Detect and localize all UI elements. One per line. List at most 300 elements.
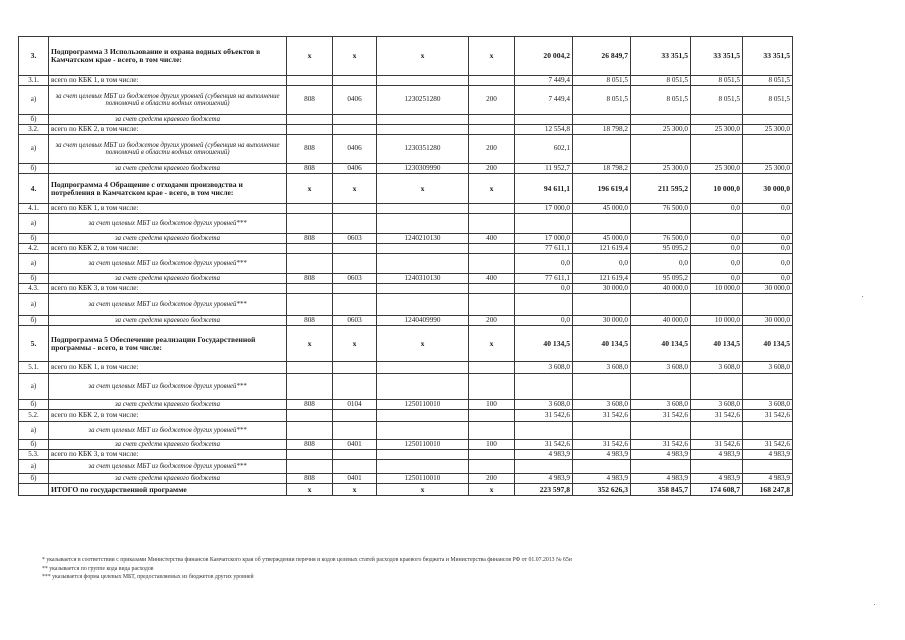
table-row bbox=[19, 274, 793, 284]
code-rzpr bbox=[333, 284, 377, 294]
row-description: за счет средств краевого бюджета bbox=[49, 474, 287, 484]
row-number: 4.2. bbox=[19, 244, 49, 254]
value-col-4: 8 051,5 bbox=[691, 76, 743, 86]
value-col-2 bbox=[573, 460, 631, 474]
code-vr: 100 bbox=[469, 400, 515, 410]
code-vr: 200 bbox=[469, 474, 515, 484]
value-col-5: 4 983,9 bbox=[743, 450, 793, 460]
table-row bbox=[19, 164, 793, 174]
code-vr bbox=[469, 284, 515, 294]
code-csr: x bbox=[377, 484, 469, 496]
budget-table bbox=[18, 36, 793, 496]
value-col-5 bbox=[743, 374, 793, 400]
row-number: б) bbox=[19, 400, 49, 410]
table-row bbox=[19, 422, 793, 440]
code-grbs: x bbox=[287, 174, 333, 204]
code-csr bbox=[377, 410, 469, 422]
row-description: за счет целевых МБТ из бюджетов других уровней (субвенция на выполнение полномочий в области водных отношений) bbox=[49, 135, 287, 164]
scan-speck bbox=[862, 296, 863, 297]
value-col-5: 0,0 bbox=[743, 254, 793, 274]
code-rzpr bbox=[333, 460, 377, 474]
value-col-5 bbox=[743, 135, 793, 164]
code-csr: 1230351280 bbox=[377, 135, 469, 164]
code-csr: x bbox=[377, 326, 469, 362]
code-vr: x bbox=[469, 326, 515, 362]
value-col-5: 0,0 bbox=[743, 274, 793, 284]
value-col-4: 0,0 bbox=[691, 204, 743, 214]
value-col-5: 3 608,0 bbox=[743, 362, 793, 374]
row-number: 3.1. bbox=[19, 76, 49, 86]
code-vr bbox=[469, 362, 515, 374]
row-description: за счет целевых МБТ из бюджетов других уровней (субвенция на выполнение полномочий в области водных отношений) bbox=[49, 86, 287, 115]
table-row bbox=[19, 474, 793, 484]
value-col-4 bbox=[691, 135, 743, 164]
code-vr: 400 bbox=[469, 234, 515, 244]
code-rzpr bbox=[333, 76, 377, 86]
value-col-5: 25 300,0 bbox=[743, 125, 793, 135]
code-grbs bbox=[287, 422, 333, 440]
row-number: 5.1. bbox=[19, 362, 49, 374]
value-col-5: 33 351,5 bbox=[743, 37, 793, 76]
table-row bbox=[19, 362, 793, 374]
value-col-2 bbox=[573, 422, 631, 440]
value-col-2: 0,0 bbox=[573, 254, 631, 274]
code-csr: 1250110010 bbox=[377, 440, 469, 450]
value-col-5: 25 300,0 bbox=[743, 164, 793, 174]
code-csr bbox=[377, 294, 469, 316]
code-vr bbox=[469, 115, 515, 125]
row-description: за счет целевых МБТ из бюджетов других уровней*** bbox=[49, 422, 287, 440]
value-col-3: 40 134,5 bbox=[631, 326, 691, 362]
value-col-3: 31 542,6 bbox=[631, 410, 691, 422]
code-rzpr bbox=[333, 115, 377, 125]
code-rzpr: 0401 bbox=[333, 474, 377, 484]
row-description: всего по КБК 2, в том числе: bbox=[49, 125, 287, 135]
row-number: 5.2. bbox=[19, 410, 49, 422]
code-vr bbox=[469, 244, 515, 254]
value-col-4: 0,0 bbox=[691, 234, 743, 244]
code-csr bbox=[377, 460, 469, 474]
row-number: 3.2. bbox=[19, 125, 49, 135]
value-col-4: 0,0 bbox=[691, 274, 743, 284]
value-col-1: 3 608,0 bbox=[515, 400, 573, 410]
value-col-1: 20 004,2 bbox=[515, 37, 573, 76]
value-col-1: 31 542,6 bbox=[515, 410, 573, 422]
code-csr: 1230309990 bbox=[377, 164, 469, 174]
code-vr: 100 bbox=[469, 440, 515, 450]
row-description: всего по КБК 2, в том числе: bbox=[49, 244, 287, 254]
code-grbs: x bbox=[287, 37, 333, 76]
row-number: 4.3. bbox=[19, 284, 49, 294]
table-row bbox=[19, 440, 793, 450]
value-col-2: 121 619,4 bbox=[573, 274, 631, 284]
code-grbs bbox=[287, 460, 333, 474]
value-col-1: 94 611,1 bbox=[515, 174, 573, 204]
code-grbs bbox=[287, 76, 333, 86]
value-col-1: 223 597,8 bbox=[515, 484, 573, 496]
code-vr bbox=[469, 450, 515, 460]
value-col-2: 3 608,0 bbox=[573, 362, 631, 374]
code-vr: 200 bbox=[469, 316, 515, 326]
code-grbs bbox=[287, 115, 333, 125]
code-csr: x bbox=[377, 37, 469, 76]
code-grbs bbox=[287, 214, 333, 234]
row-description: всего по КБК 2, в том числе: bbox=[49, 410, 287, 422]
code-vr: 400 bbox=[469, 274, 515, 284]
table-row bbox=[19, 244, 793, 254]
code-grbs bbox=[287, 204, 333, 214]
code-csr bbox=[377, 422, 469, 440]
code-rzpr: 0603 bbox=[333, 234, 377, 244]
value-col-1: 4 983,9 bbox=[515, 474, 573, 484]
table-row bbox=[19, 294, 793, 316]
row-number: а) bbox=[19, 460, 49, 474]
value-col-2: 18 798,2 bbox=[573, 125, 631, 135]
code-rzpr bbox=[333, 244, 377, 254]
code-csr: 1230251280 bbox=[377, 86, 469, 115]
code-rzpr bbox=[333, 362, 377, 374]
value-col-1: 4 983,9 bbox=[515, 450, 573, 460]
value-col-1 bbox=[515, 374, 573, 400]
row-description: Подпрограмма 3 Использование и охрана водных объектов в Камчатском крае - всего, в том числе: bbox=[49, 37, 287, 76]
table-row bbox=[19, 115, 793, 125]
value-col-2: 18 798,2 bbox=[573, 164, 631, 174]
row-description: за счет целевых МБТ из бюджетов других уровней*** bbox=[49, 254, 287, 274]
value-col-1 bbox=[515, 460, 573, 474]
value-col-1: 602,1 bbox=[515, 135, 573, 164]
row-description: всего по КБК 3, в том числе: bbox=[49, 284, 287, 294]
row-number: а) bbox=[19, 86, 49, 115]
value-col-2: 352 626,3 bbox=[573, 484, 631, 496]
value-col-3: 3 608,0 bbox=[631, 400, 691, 410]
value-col-3: 8 051,5 bbox=[631, 86, 691, 115]
code-vr bbox=[469, 460, 515, 474]
table-row bbox=[19, 76, 793, 86]
code-csr bbox=[377, 362, 469, 374]
value-col-5: 0,0 bbox=[743, 234, 793, 244]
table-row bbox=[19, 254, 793, 274]
code-rzpr bbox=[333, 125, 377, 135]
value-col-2: 4 983,9 bbox=[573, 474, 631, 484]
row-number: а) bbox=[19, 214, 49, 234]
code-csr: 1250110010 bbox=[377, 474, 469, 484]
value-col-3: 95 095,2 bbox=[631, 274, 691, 284]
code-vr bbox=[469, 422, 515, 440]
code-rzpr bbox=[333, 410, 377, 422]
value-col-4: 8 051,5 bbox=[691, 86, 743, 115]
row-number bbox=[19, 484, 49, 496]
code-rzpr bbox=[333, 422, 377, 440]
value-col-4: 174 608,7 bbox=[691, 484, 743, 496]
code-grbs: 808 bbox=[287, 135, 333, 164]
value-col-4 bbox=[691, 374, 743, 400]
table-body bbox=[19, 37, 793, 496]
value-col-3: 33 351,5 bbox=[631, 37, 691, 76]
value-col-2: 8 051,5 bbox=[573, 76, 631, 86]
value-col-4 bbox=[691, 214, 743, 234]
code-grbs: 808 bbox=[287, 234, 333, 244]
value-col-5 bbox=[743, 115, 793, 125]
code-grbs: x bbox=[287, 484, 333, 496]
code-vr: x bbox=[469, 484, 515, 496]
code-csr bbox=[377, 254, 469, 274]
code-grbs bbox=[287, 410, 333, 422]
table-row bbox=[19, 174, 793, 204]
code-vr: 200 bbox=[469, 164, 515, 174]
code-csr: 1240310130 bbox=[377, 274, 469, 284]
row-number: а) bbox=[19, 254, 49, 274]
value-col-5: 168 247,8 bbox=[743, 484, 793, 496]
value-col-1: 0,0 bbox=[515, 316, 573, 326]
code-csr bbox=[377, 204, 469, 214]
value-col-2 bbox=[573, 135, 631, 164]
value-col-4: 31 542,6 bbox=[691, 440, 743, 450]
value-col-3: 358 845,7 bbox=[631, 484, 691, 496]
value-col-1 bbox=[515, 294, 573, 316]
row-number: а) bbox=[19, 135, 49, 164]
value-col-1 bbox=[515, 214, 573, 234]
value-col-4: 10 000,0 bbox=[691, 174, 743, 204]
code-vr: 200 bbox=[469, 86, 515, 115]
row-description: за счет целевых МБТ из бюджетов других уровней*** bbox=[49, 374, 287, 400]
value-col-3: 4 983,9 bbox=[631, 474, 691, 484]
code-grbs: 808 bbox=[287, 86, 333, 115]
value-col-2: 26 849,7 bbox=[573, 37, 631, 76]
value-col-4 bbox=[691, 115, 743, 125]
code-csr bbox=[377, 115, 469, 125]
code-grbs bbox=[287, 284, 333, 294]
code-grbs bbox=[287, 244, 333, 254]
row-description: за счет целевых МБТ из бюджетов других уровней*** bbox=[49, 214, 287, 234]
value-col-2: 40 134,5 bbox=[573, 326, 631, 362]
code-rzpr bbox=[333, 204, 377, 214]
table-row bbox=[19, 234, 793, 244]
value-col-4: 31 542,6 bbox=[691, 410, 743, 422]
row-number: 5. bbox=[19, 326, 49, 362]
value-col-5 bbox=[743, 460, 793, 474]
row-description: за счет средств краевого бюджета bbox=[49, 316, 287, 326]
table-row bbox=[19, 400, 793, 410]
value-col-2: 30 000,0 bbox=[573, 284, 631, 294]
row-number: 3. bbox=[19, 37, 49, 76]
value-col-3: 76 500,0 bbox=[631, 234, 691, 244]
row-number: б) bbox=[19, 474, 49, 484]
footnote: *** указывается форма целевых МБТ, предоставляемых из бюджетов других уровней bbox=[42, 574, 254, 580]
value-col-4: 10 000,0 bbox=[691, 284, 743, 294]
value-col-1: 7 449,4 bbox=[515, 76, 573, 86]
row-number: б) bbox=[19, 164, 49, 174]
value-col-4 bbox=[691, 422, 743, 440]
code-grbs bbox=[287, 125, 333, 135]
code-rzpr bbox=[333, 450, 377, 460]
row-description: всего по КБК 1, в том числе: bbox=[49, 362, 287, 374]
code-rzpr: x bbox=[333, 37, 377, 76]
code-rzpr: 0603 bbox=[333, 316, 377, 326]
value-col-5: 0,0 bbox=[743, 204, 793, 214]
value-col-4: 40 134,5 bbox=[691, 326, 743, 362]
value-col-2: 45 000,0 bbox=[573, 204, 631, 214]
code-grbs: x bbox=[287, 326, 333, 362]
table-row bbox=[19, 135, 793, 164]
value-col-1 bbox=[515, 422, 573, 440]
code-vr bbox=[469, 294, 515, 316]
footnote: ** указывается по группе кода вида расходов bbox=[42, 565, 154, 572]
code-grbs: 808 bbox=[287, 440, 333, 450]
row-number: б) bbox=[19, 440, 49, 450]
code-grbs bbox=[287, 294, 333, 316]
table-row bbox=[19, 125, 793, 135]
row-description: за счет средств краевого бюджета bbox=[49, 400, 287, 410]
code-rzpr bbox=[333, 294, 377, 316]
value-col-5: 3 608,0 bbox=[743, 400, 793, 410]
code-vr bbox=[469, 374, 515, 400]
value-col-3: 8 051,5 bbox=[631, 76, 691, 86]
code-grbs bbox=[287, 254, 333, 274]
table-row bbox=[19, 484, 793, 496]
value-col-5: 31 542,6 bbox=[743, 440, 793, 450]
code-grbs bbox=[287, 450, 333, 460]
value-col-3 bbox=[631, 115, 691, 125]
row-description: за счет средств краевого бюджета bbox=[49, 440, 287, 450]
code-csr bbox=[377, 214, 469, 234]
value-col-4: 33 351,5 bbox=[691, 37, 743, 76]
code-vr bbox=[469, 214, 515, 234]
value-col-3 bbox=[631, 214, 691, 234]
table-row bbox=[19, 460, 793, 474]
row-number: б) bbox=[19, 274, 49, 284]
value-col-3 bbox=[631, 374, 691, 400]
value-col-1: 0,0 bbox=[515, 254, 573, 274]
code-rzpr: 0603 bbox=[333, 274, 377, 284]
value-col-4: 3 608,0 bbox=[691, 400, 743, 410]
code-rzpr: 0401 bbox=[333, 440, 377, 450]
table-row bbox=[19, 86, 793, 115]
scan-speck bbox=[874, 604, 875, 605]
code-rzpr: 0406 bbox=[333, 135, 377, 164]
code-grbs bbox=[287, 362, 333, 374]
value-col-1: 12 554,8 bbox=[515, 125, 573, 135]
value-col-1: 11 952,7 bbox=[515, 164, 573, 174]
value-col-4: 0,0 bbox=[691, 254, 743, 274]
code-vr bbox=[469, 204, 515, 214]
value-col-1: 0,0 bbox=[515, 284, 573, 294]
value-col-2 bbox=[573, 115, 631, 125]
code-csr bbox=[377, 244, 469, 254]
value-col-1: 31 542,6 bbox=[515, 440, 573, 450]
value-col-4 bbox=[691, 460, 743, 474]
row-description: всего по КБК 3, в том числе: bbox=[49, 450, 287, 460]
value-col-4: 25 300,0 bbox=[691, 125, 743, 135]
table-row bbox=[19, 204, 793, 214]
table-row bbox=[19, 37, 793, 76]
code-grbs: 808 bbox=[287, 400, 333, 410]
row-number: б) bbox=[19, 316, 49, 326]
row-number: 4.1. bbox=[19, 204, 49, 214]
value-col-2 bbox=[573, 374, 631, 400]
value-col-5: 8 051,5 bbox=[743, 76, 793, 86]
table-row bbox=[19, 214, 793, 234]
row-description: за счет средств краевого бюджета bbox=[49, 164, 287, 174]
value-col-4: 10 000,0 bbox=[691, 316, 743, 326]
value-col-2 bbox=[573, 214, 631, 234]
value-col-1 bbox=[515, 115, 573, 125]
code-csr bbox=[377, 374, 469, 400]
value-col-5 bbox=[743, 422, 793, 440]
value-col-4: 3 608,0 bbox=[691, 362, 743, 374]
value-col-3 bbox=[631, 294, 691, 316]
value-col-4: 4 983,9 bbox=[691, 450, 743, 460]
table-row bbox=[19, 374, 793, 400]
value-col-3: 40 000,0 bbox=[631, 316, 691, 326]
code-rzpr bbox=[333, 254, 377, 274]
value-col-5: 30 000,0 bbox=[743, 316, 793, 326]
row-number: б) bbox=[19, 115, 49, 125]
code-rzpr bbox=[333, 214, 377, 234]
code-csr: 1240210130 bbox=[377, 234, 469, 244]
row-number: а) bbox=[19, 422, 49, 440]
code-csr bbox=[377, 125, 469, 135]
value-col-3: 0,0 bbox=[631, 254, 691, 274]
code-grbs: 808 bbox=[287, 164, 333, 174]
value-col-2: 8 051,5 bbox=[573, 86, 631, 115]
value-col-1: 77 611,1 bbox=[515, 274, 573, 284]
value-col-3: 25 300,0 bbox=[631, 125, 691, 135]
code-rzpr: 0406 bbox=[333, 86, 377, 115]
code-vr: 200 bbox=[469, 135, 515, 164]
row-description: за счет средств краевого бюджета bbox=[49, 115, 287, 125]
value-col-5: 0,0 bbox=[743, 244, 793, 254]
value-col-1: 3 608,0 bbox=[515, 362, 573, 374]
table-row bbox=[19, 326, 793, 362]
value-col-5: 31 542,6 bbox=[743, 410, 793, 422]
value-col-4: 0,0 bbox=[691, 244, 743, 254]
value-col-3: 95 095,2 bbox=[631, 244, 691, 254]
row-description: всего по КБК 1, в том числе: bbox=[49, 76, 287, 86]
value-col-2: 45 000,0 bbox=[573, 234, 631, 244]
row-description: Подпрограмма 5 Обеспечение реализации Государственной программы - всего, в том числе: bbox=[49, 326, 287, 362]
code-vr bbox=[469, 76, 515, 86]
code-vr: x bbox=[469, 174, 515, 204]
code-vr: x bbox=[469, 37, 515, 76]
value-col-5: 8 051,5 bbox=[743, 86, 793, 115]
value-col-3: 4 983,9 bbox=[631, 450, 691, 460]
code-csr: 1240409990 bbox=[377, 316, 469, 326]
value-col-1: 7 449,4 bbox=[515, 86, 573, 115]
value-col-2: 3 608,0 bbox=[573, 400, 631, 410]
table-row bbox=[19, 450, 793, 460]
value-col-2 bbox=[573, 294, 631, 316]
code-grbs: 808 bbox=[287, 474, 333, 484]
value-col-4: 4 983,9 bbox=[691, 474, 743, 484]
value-col-2: 30 000,0 bbox=[573, 316, 631, 326]
code-rzpr: x bbox=[333, 326, 377, 362]
code-grbs: 808 bbox=[287, 274, 333, 284]
row-number: б) bbox=[19, 234, 49, 244]
code-vr bbox=[469, 254, 515, 274]
code-csr: 1250110010 bbox=[377, 400, 469, 410]
value-col-5: 40 134,5 bbox=[743, 326, 793, 362]
code-grbs bbox=[287, 374, 333, 400]
row-number: а) bbox=[19, 294, 49, 316]
table-row bbox=[19, 284, 793, 294]
row-number: а) bbox=[19, 374, 49, 400]
code-rzpr: 0104 bbox=[333, 400, 377, 410]
value-col-2: 31 542,6 bbox=[573, 410, 631, 422]
row-description: за счет целевых МБТ из бюджетов других уровней*** bbox=[49, 460, 287, 474]
row-number: 5.3. bbox=[19, 450, 49, 460]
code-vr bbox=[469, 125, 515, 135]
code-csr bbox=[377, 450, 469, 460]
